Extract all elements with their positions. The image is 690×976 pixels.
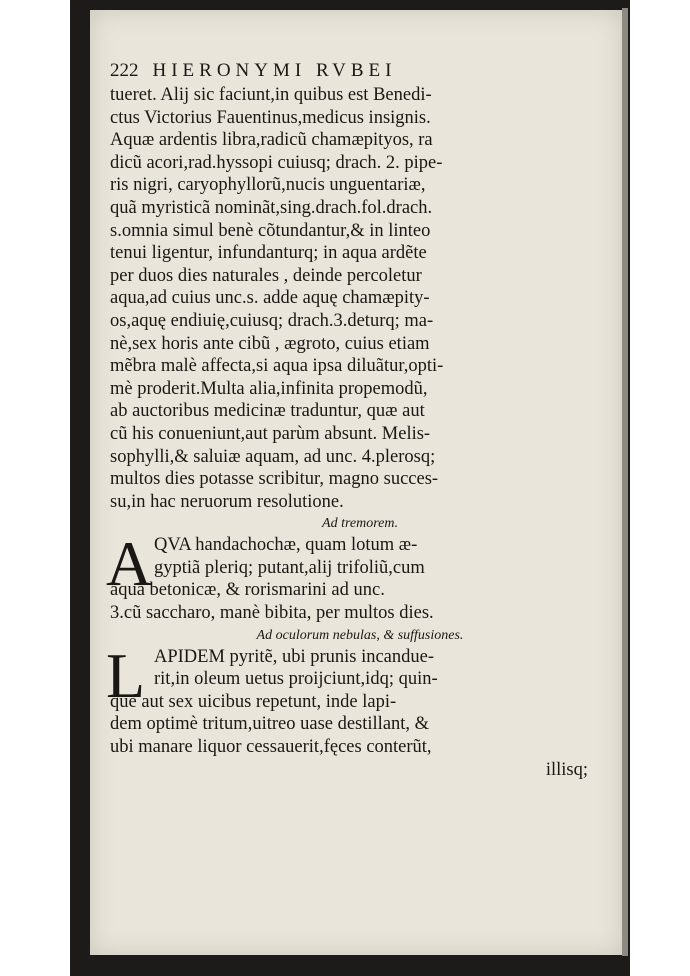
- body-line: gyptiã pleriq; putant,alij trifoliũ,cum: [154, 557, 425, 578]
- body-line: que aut sex uicibus repetunt, inde lapi-: [110, 691, 397, 712]
- body-line: aqua,ad cuius unc.s. adde aquę chamæpity-: [110, 288, 430, 309]
- page-number: 222: [110, 60, 139, 81]
- page-text: [106, 58, 610, 781]
- body-line: ubi manare liquor cessauerit,fęces conterũt,: [110, 737, 432, 758]
- body-line: sophylli,& saluiæ aquam, ad unc. 4.plerosq;: [110, 446, 436, 467]
- body-line: tenui ligentur, infundanturq; in aqua ardẽte: [110, 243, 427, 264]
- body-line: s.omnia simul benè cõtundantur,& in linteo: [110, 220, 431, 241]
- body-line: ctus Victorius Fauentinus,medicus insignis.: [110, 107, 431, 128]
- body-line: cũ his conueniunt,aut parùm absunt. Melis-: [110, 423, 431, 444]
- body-line: QVA handachochæ, quam lotum æ-: [154, 535, 418, 556]
- body-line: ris nigri, caryophyllorũ,nucis unguentariæ,: [110, 175, 426, 196]
- body-line: aqua betonicæ, & rorismarini ad unc.: [110, 580, 385, 601]
- body-line: mẽbra malè affecta,si aqua ipsa diluãtur,opti-: [110, 356, 444, 377]
- body-line: rit,in oleum uetus proijciunt,idq; quin-: [154, 669, 438, 690]
- catchword: illisq;: [545, 759, 588, 780]
- body-line: multos dies potasse scribitur, magno succes-: [110, 469, 439, 490]
- page-edge: [622, 8, 628, 956]
- body-line: 3.cũ saccharo, manè bibita, per multos dies.: [110, 603, 434, 624]
- body-line: os,aquę endiuię,cuiusq; drach.3.deturq; ma-: [110, 310, 434, 331]
- body-line: nè,sex horis ante cibũ , ægroto, cuius etiam: [110, 333, 430, 354]
- body-line: mè proderit.Multa alia,infinita propemodũ,: [110, 378, 428, 399]
- drop-cap: L: [106, 639, 146, 711]
- body-line: dicũ acori,rad.hyssopi cuiusq; drach. 2. pipe-: [110, 152, 443, 173]
- running-title: HIERONYMI RVBEI: [152, 60, 397, 81]
- section-heading: Ad tremorem.: [322, 516, 398, 532]
- running-header: [110, 58, 610, 84]
- body-line: per duos dies naturales , deinde percoletur: [110, 265, 422, 286]
- body-line: ab auctoribus medicinæ traduntur, quæ aut: [110, 401, 425, 422]
- section-paragraph: [106, 528, 610, 624]
- body-line: APIDEM pyritẽ, ubi prunis incandue-: [154, 646, 435, 667]
- body-line: tueret. Alij sic faciunt,in quibus est Benedi-: [110, 85, 432, 105]
- section-paragraph: [106, 639, 610, 782]
- body-line: Aquæ ardentis libra,radicũ chamæpityos, ra: [110, 130, 433, 151]
- drop-cap: A: [106, 528, 153, 600]
- body-line: dem optimè tritum,uitreo uase destillant, &: [110, 714, 430, 735]
- body-line: su,in hac neruorum resolutione.: [110, 491, 344, 512]
- section-heading: Ad oculorum nebulas, & suffusiones.: [256, 627, 464, 643]
- body-line: quã myristicã nominãt,sing.drach.fol.drach.: [110, 197, 433, 218]
